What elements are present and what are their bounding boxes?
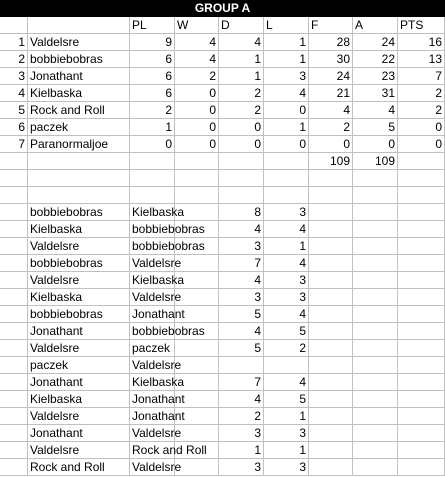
empty-cell[interactable] — [309, 170, 353, 187]
standing-value[interactable]: 0 — [175, 102, 219, 119]
standing-value[interactable]: 2 — [398, 85, 445, 102]
match-home-team[interactable]: Valdelsre — [28, 340, 130, 357]
match-away-score[interactable]: 3 — [264, 289, 309, 306]
column-header-w[interactable]: W — [175, 17, 219, 34]
empty-cell[interactable] — [219, 187, 264, 204]
empty-cell[interactable] — [398, 323, 445, 340]
match-home-team[interactable]: Valdelsre — [28, 272, 130, 289]
empty-cell[interactable] — [175, 357, 219, 374]
empty-cell[interactable] — [398, 221, 445, 238]
standing-rank[interactable]: 2 — [0, 51, 28, 68]
empty-cell[interactable] — [309, 272, 353, 289]
empty-cell[interactable] — [353, 459, 398, 476]
standing-value[interactable]: 16 — [398, 34, 445, 51]
standing-value[interactable]: 0 — [398, 119, 445, 136]
empty-cell[interactable] — [130, 187, 175, 204]
match-home-team[interactable]: Kielbaska — [28, 289, 130, 306]
empty-cell[interactable] — [175, 204, 219, 221]
empty-cell[interactable] — [398, 340, 445, 357]
match-home-team[interactable]: Kielbaska — [28, 391, 130, 408]
match-home-score[interactable]: 5 — [219, 340, 264, 357]
standing-value[interactable]: 0 — [130, 136, 175, 153]
match-away-score[interactable]: 5 — [264, 391, 309, 408]
empty-cell[interactable] — [353, 170, 398, 187]
empty-cell[interactable] — [219, 170, 264, 187]
match-home-score[interactable]: 5 — [219, 306, 264, 323]
standing-value[interactable]: 0 — [175, 119, 219, 136]
empty-cell[interactable] — [0, 459, 28, 476]
match-home-score[interactable]: 4 — [219, 272, 264, 289]
column-header-l[interactable]: L — [264, 17, 309, 34]
empty-cell[interactable] — [175, 289, 219, 306]
match-home-team[interactable]: bobbiebobras — [28, 255, 130, 272]
empty-cell[interactable] — [353, 374, 398, 391]
standing-value[interactable]: 7 — [398, 68, 445, 85]
match-home-score[interactable]: 8 — [219, 204, 264, 221]
match-away-score[interactable]: 3 — [264, 204, 309, 221]
match-home-team[interactable]: Jonathant — [28, 374, 130, 391]
standing-value[interactable]: 4 — [309, 102, 353, 119]
header-team-cell[interactable] — [28, 17, 130, 34]
empty-cell[interactable] — [175, 374, 219, 391]
empty-cell[interactable] — [309, 442, 353, 459]
empty-cell[interactable] — [264, 153, 309, 170]
match-away-team[interactable]: Jonathant — [132, 409, 185, 423]
standing-value[interactable]: 31 — [353, 85, 398, 102]
standing-team[interactable]: Kielbaska — [28, 85, 130, 102]
empty-cell[interactable] — [309, 204, 353, 221]
empty-cell[interactable] — [398, 289, 445, 306]
standing-rank[interactable]: 4 — [0, 85, 28, 102]
empty-cell[interactable] — [175, 340, 219, 357]
empty-cell[interactable] — [309, 357, 353, 374]
empty-cell[interactable] — [0, 204, 28, 221]
match-home-score[interactable]: 3 — [219, 425, 264, 442]
empty-cell[interactable] — [264, 187, 309, 204]
standing-rank[interactable]: 1 — [0, 34, 28, 51]
empty-cell[interactable] — [398, 272, 445, 289]
empty-cell[interactable] — [28, 153, 130, 170]
empty-cell[interactable] — [398, 459, 445, 476]
match-home-score[interactable]: 7 — [219, 255, 264, 272]
standing-value[interactable]: 22 — [353, 51, 398, 68]
standing-value[interactable]: 1 — [130, 119, 175, 136]
empty-cell[interactable] — [0, 340, 28, 357]
empty-cell[interactable] — [398, 238, 445, 255]
standing-value[interactable]: 0 — [264, 136, 309, 153]
column-header-pts[interactable]: PTS — [398, 17, 445, 34]
empty-cell[interactable] — [0, 442, 28, 459]
empty-cell[interactable] — [0, 391, 28, 408]
standing-value[interactable]: 30 — [309, 51, 353, 68]
match-away-team[interactable]: Valdelsre — [132, 290, 182, 304]
match-home-score[interactable] — [219, 357, 264, 374]
match-away-team[interactable]: Kielbaska — [132, 273, 185, 287]
standing-value[interactable]: 4 — [353, 102, 398, 119]
empty-cell[interactable] — [309, 408, 353, 425]
total-goals-for[interactable]: 109 — [309, 153, 353, 170]
empty-cell[interactable] — [264, 170, 309, 187]
standing-value[interactable]: 23 — [353, 68, 398, 85]
standing-value[interactable]: 0 — [264, 102, 309, 119]
standing-value[interactable]: 0 — [353, 136, 398, 153]
empty-cell[interactable] — [175, 187, 219, 204]
empty-cell[interactable] — [353, 289, 398, 306]
empty-cell[interactable] — [309, 459, 353, 476]
standing-value[interactable]: 1 — [264, 34, 309, 51]
empty-cell[interactable] — [175, 306, 219, 323]
match-away-score[interactable]: 3 — [264, 459, 309, 476]
match-away-team[interactable]: bobbiebobras — [132, 222, 205, 236]
standing-team[interactable]: Valdelsre — [28, 34, 130, 51]
standing-value[interactable]: 4 — [219, 34, 264, 51]
empty-cell[interactable] — [309, 238, 353, 255]
header-rank-cell[interactable] — [0, 17, 28, 34]
empty-cell[interactable] — [353, 187, 398, 204]
standing-value[interactable]: 2 — [219, 85, 264, 102]
match-home-team[interactable]: Jonathant — [28, 323, 130, 340]
match-home-team[interactable]: Valdelsre — [28, 408, 130, 425]
standing-team[interactable]: Rock and Roll — [28, 102, 130, 119]
match-home-score[interactable]: 4 — [219, 391, 264, 408]
empty-cell[interactable] — [130, 170, 175, 187]
match-home-score[interactable]: 1 — [219, 442, 264, 459]
match-home-team[interactable]: Jonathant — [28, 425, 130, 442]
empty-cell[interactable] — [175, 170, 219, 187]
empty-cell[interactable] — [353, 442, 398, 459]
empty-cell[interactable] — [175, 425, 219, 442]
empty-cell[interactable] — [175, 153, 219, 170]
empty-cell[interactable] — [353, 255, 398, 272]
standing-value[interactable]: 3 — [264, 68, 309, 85]
empty-cell[interactable] — [353, 272, 398, 289]
standing-team[interactable]: bobbiebobras — [28, 51, 130, 68]
empty-cell[interactable] — [398, 425, 445, 442]
match-away-team[interactable]: Valdelsre — [132, 426, 182, 440]
standing-value[interactable]: 2 — [309, 119, 353, 136]
empty-cell[interactable] — [398, 357, 445, 374]
empty-cell[interactable] — [0, 374, 28, 391]
total-goals-against[interactable]: 109 — [353, 153, 398, 170]
empty-cell[interactable] — [353, 221, 398, 238]
standing-value[interactable]: 0 — [398, 136, 445, 153]
standing-rank[interactable]: 7 — [0, 136, 28, 153]
standing-value[interactable]: 1 — [219, 51, 264, 68]
match-away-score[interactable]: 3 — [264, 425, 309, 442]
match-home-score[interactable]: 4 — [219, 323, 264, 340]
match-home-team[interactable]: Kielbaska — [28, 221, 130, 238]
empty-cell[interactable] — [28, 170, 130, 187]
match-away-score[interactable]: 1 — [264, 408, 309, 425]
standing-value[interactable]: 2 — [175, 68, 219, 85]
standing-value[interactable]: 0 — [309, 136, 353, 153]
match-away-team[interactable]: paczek — [130, 340, 175, 357]
empty-cell[interactable] — [353, 408, 398, 425]
empty-cell[interactable] — [309, 425, 353, 442]
standing-value[interactable]: 0 — [175, 136, 219, 153]
empty-cell[interactable] — [398, 306, 445, 323]
match-away-team[interactable]: Valdelsre — [132, 358, 182, 372]
match-home-team[interactable]: bobbiebobras — [28, 204, 130, 221]
empty-cell[interactable] — [175, 323, 219, 340]
empty-cell[interactable] — [0, 408, 28, 425]
empty-cell[interactable] — [398, 408, 445, 425]
match-home-score[interactable]: 3 — [219, 459, 264, 476]
standing-value[interactable]: 2 — [398, 102, 445, 119]
match-away-score[interactable]: 4 — [264, 374, 309, 391]
standing-value[interactable]: 24 — [309, 68, 353, 85]
empty-cell[interactable] — [175, 442, 219, 459]
match-away-score[interactable]: 1 — [264, 238, 309, 255]
standing-value[interactable]: 13 — [398, 51, 445, 68]
standing-value[interactable]: 1 — [219, 68, 264, 85]
empty-cell[interactable] — [309, 306, 353, 323]
group-title[interactable]: GROUP A — [0, 0, 445, 17]
empty-cell[interactable] — [0, 357, 28, 374]
match-home-team[interactable]: paczek — [28, 357, 130, 374]
standing-value[interactable]: 2 — [130, 102, 175, 119]
match-away-team[interactable]: Jonathant — [132, 307, 185, 321]
match-away-team[interactable]: bobbiebobras — [132, 324, 205, 338]
standing-value[interactable]: 4 — [264, 85, 309, 102]
match-home-team[interactable]: bobbiebobras — [28, 306, 130, 323]
column-header-pl[interactable]: PL — [130, 17, 175, 34]
match-away-team[interactable]: Jonathant — [132, 392, 185, 406]
empty-cell[interactable] — [309, 187, 353, 204]
empty-cell[interactable] — [309, 391, 353, 408]
standing-value[interactable]: 6 — [130, 51, 175, 68]
match-away-score[interactable]: 1 — [264, 442, 309, 459]
match-away-score[interactable]: 4 — [264, 221, 309, 238]
empty-cell[interactable] — [0, 289, 28, 306]
standing-value[interactable]: 4 — [175, 34, 219, 51]
empty-cell[interactable] — [398, 187, 445, 204]
match-away-team[interactable]: Valdelsre — [132, 256, 182, 270]
match-away-score[interactable]: 5 — [264, 323, 309, 340]
standing-value[interactable]: 28 — [309, 34, 353, 51]
empty-cell[interactable] — [0, 306, 28, 323]
standing-team[interactable]: Jonathant — [28, 68, 130, 85]
empty-cell[interactable] — [353, 425, 398, 442]
empty-cell[interactable] — [0, 153, 28, 170]
standing-value[interactable]: 6 — [130, 68, 175, 85]
empty-cell[interactable] — [309, 374, 353, 391]
match-home-score[interactable]: 3 — [219, 238, 264, 255]
empty-cell[interactable] — [175, 238, 219, 255]
standing-value[interactable]: 6 — [130, 85, 175, 102]
empty-cell[interactable] — [219, 153, 264, 170]
empty-cell[interactable] — [175, 459, 219, 476]
empty-cell[interactable] — [0, 425, 28, 442]
empty-cell[interactable] — [309, 340, 353, 357]
empty-cell[interactable] — [398, 374, 445, 391]
column-header-d[interactable]: D — [219, 17, 264, 34]
standing-value[interactable]: 4 — [175, 51, 219, 68]
empty-cell[interactable] — [175, 221, 219, 238]
empty-cell[interactable] — [0, 187, 28, 204]
match-away-team[interactable]: Kielbaska — [132, 205, 185, 219]
match-home-score[interactable]: 3 — [219, 289, 264, 306]
empty-cell[interactable] — [398, 153, 445, 170]
empty-cell[interactable] — [398, 442, 445, 459]
standing-value[interactable]: 5 — [353, 119, 398, 136]
standing-value[interactable]: 2 — [219, 102, 264, 119]
match-home-score[interactable]: 4 — [219, 221, 264, 238]
empty-cell[interactable] — [0, 255, 28, 272]
empty-cell[interactable] — [309, 221, 353, 238]
column-header-a[interactable]: A — [353, 17, 398, 34]
match-away-score[interactable] — [264, 357, 309, 374]
empty-cell[interactable] — [0, 170, 28, 187]
empty-cell[interactable] — [353, 204, 398, 221]
match-home-team[interactable]: Valdelsre — [28, 442, 130, 459]
match-away-score[interactable]: 4 — [264, 255, 309, 272]
standing-value[interactable]: 9 — [130, 34, 175, 51]
empty-cell[interactable] — [398, 255, 445, 272]
standing-value[interactable]: 21 — [309, 85, 353, 102]
empty-cell[interactable] — [0, 221, 28, 238]
empty-cell[interactable] — [353, 340, 398, 357]
match-home-score[interactable]: 7 — [219, 374, 264, 391]
match-home-team[interactable]: Valdelsre — [28, 238, 130, 255]
match-home-team[interactable]: Rock and Roll — [28, 459, 130, 476]
match-home-score[interactable]: 2 — [219, 408, 264, 425]
match-away-team[interactable]: bobbiebobras — [132, 239, 205, 253]
standing-value[interactable]: 0 — [219, 136, 264, 153]
standing-value[interactable]: 1 — [264, 119, 309, 136]
empty-cell[interactable] — [353, 391, 398, 408]
empty-cell[interactable] — [175, 391, 219, 408]
standing-rank[interactable]: 6 — [0, 119, 28, 136]
match-away-score[interactable]: 3 — [264, 272, 309, 289]
standing-rank[interactable]: 3 — [0, 68, 28, 85]
empty-cell[interactable] — [353, 323, 398, 340]
empty-cell[interactable] — [309, 255, 353, 272]
match-away-team[interactable]: Kielbaska — [132, 375, 185, 389]
empty-cell[interactable] — [175, 272, 219, 289]
standing-rank[interactable]: 5 — [0, 102, 28, 119]
match-away-team[interactable]: Rock and Roll — [132, 443, 207, 457]
match-away-team[interactable]: Valdelsre — [132, 460, 182, 474]
empty-cell[interactable] — [175, 408, 219, 425]
empty-cell[interactable] — [353, 238, 398, 255]
match-away-score[interactable]: 4 — [264, 306, 309, 323]
empty-cell[interactable] — [398, 204, 445, 221]
empty-cell[interactable] — [309, 289, 353, 306]
empty-cell[interactable] — [353, 357, 398, 374]
standing-team[interactable]: Paranormaljoe — [28, 136, 130, 153]
standing-value[interactable]: 0 — [175, 85, 219, 102]
empty-cell[interactable] — [353, 306, 398, 323]
standing-value[interactable]: 1 — [264, 51, 309, 68]
empty-cell[interactable] — [398, 170, 445, 187]
match-away-score[interactable]: 2 — [264, 340, 309, 357]
empty-cell[interactable] — [130, 153, 175, 170]
standing-value[interactable]: 0 — [219, 119, 264, 136]
empty-cell[interactable] — [0, 238, 28, 255]
empty-cell[interactable] — [175, 255, 219, 272]
empty-cell[interactable] — [398, 391, 445, 408]
standing-value[interactable]: 24 — [353, 34, 398, 51]
empty-cell[interactable] — [28, 187, 130, 204]
empty-cell[interactable] — [0, 323, 28, 340]
column-header-f[interactable]: F — [309, 17, 353, 34]
empty-cell[interactable] — [309, 323, 353, 340]
standing-team[interactable]: paczek — [28, 119, 130, 136]
empty-cell[interactable] — [0, 272, 28, 289]
